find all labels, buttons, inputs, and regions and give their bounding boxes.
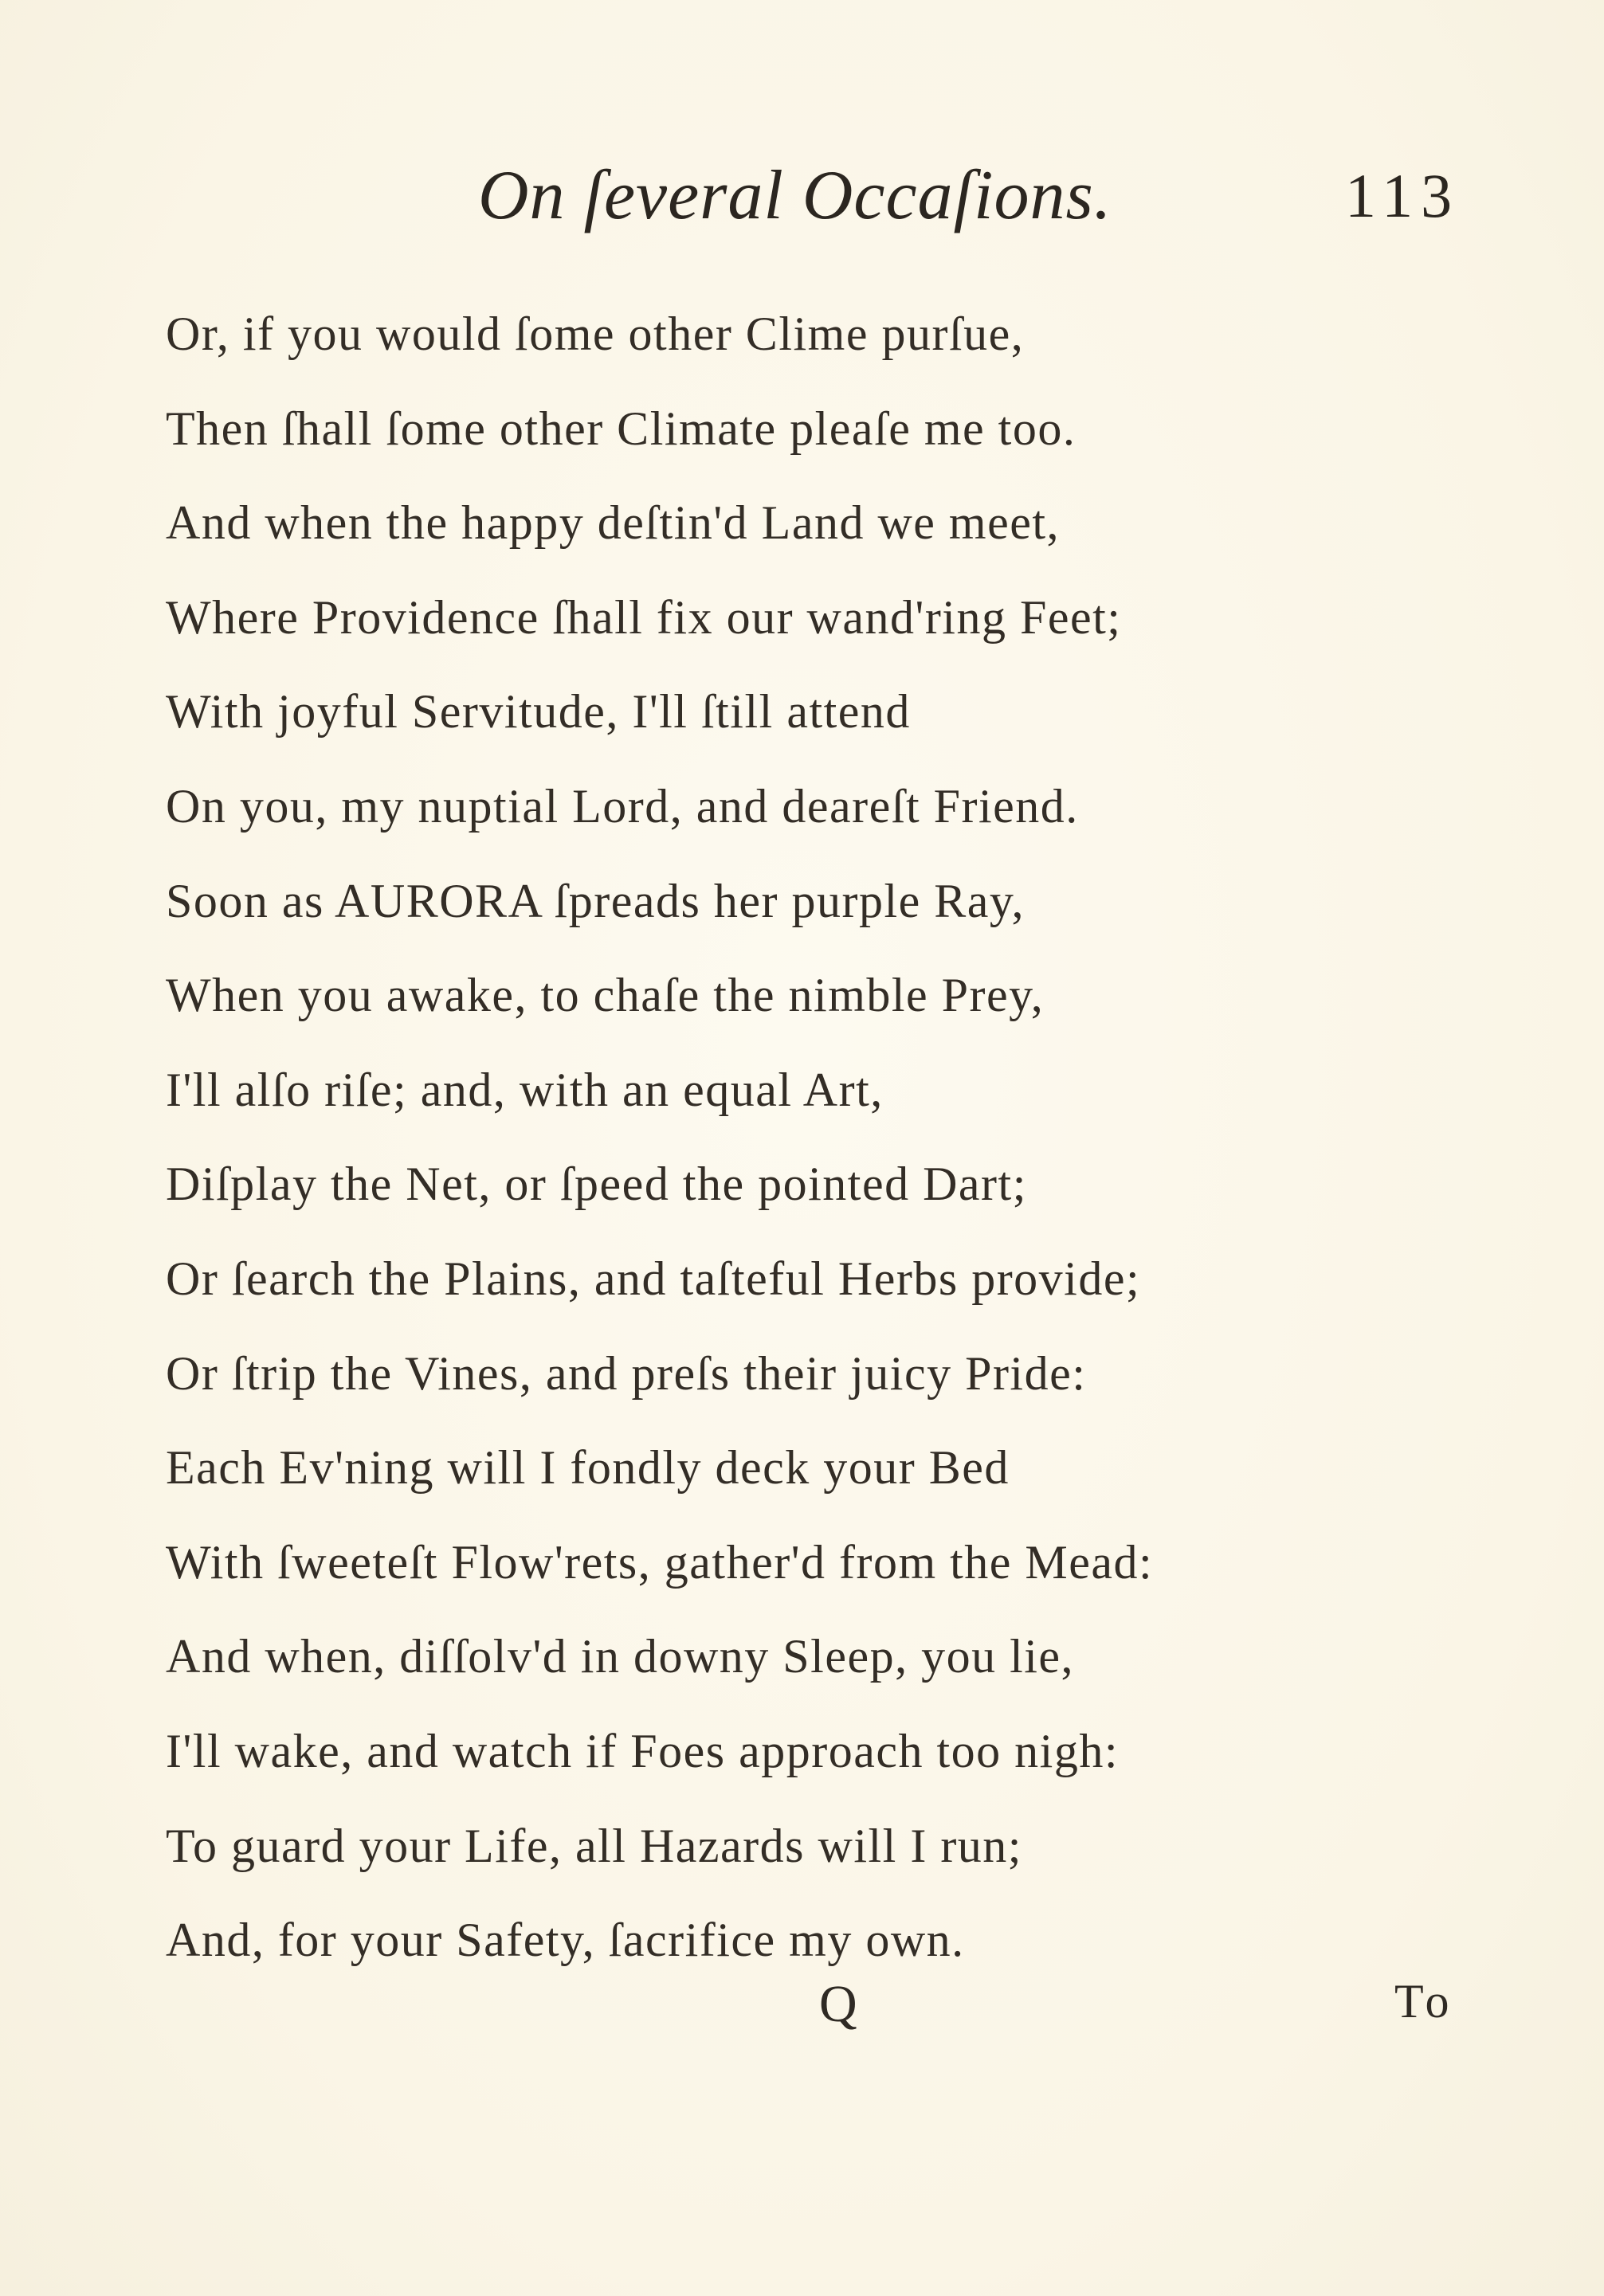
poem-line: On you, my nuptial Lord, and deareſt Friend. — [166, 779, 1079, 833]
poem-line: Or ſtrip the Vines, and preſs their juicy Pride: — [166, 1346, 1087, 1400]
poem-line: With ſweeteſt Flow'rets, gather'd from the Mead: — [166, 1535, 1154, 1589]
poem-line: And, for your Safety, ſacrifice my own. — [166, 1914, 965, 1967]
poem-line: When you awake, to chaſe the nimble Prey, — [166, 969, 1045, 1022]
page-footer — [0, 1974, 1604, 2054]
catchword: To — [1394, 1975, 1454, 2028]
poem-line: Diſplay the Net, or ſpeed the pointed Dart; — [166, 1158, 1027, 1211]
poem-line: I'll wake, and watch if Foes approach too nigh: — [166, 1724, 1119, 1777]
poem-line: Or ſearch the Plains, and taſteful Herbs provide; — [166, 1252, 1141, 1305]
poem-line: And when, diſſolv'd in downy Sleep, you lie, — [166, 1630, 1075, 1683]
poem-line: I'll alſo riſe; and, with an equal Art, — [166, 1063, 884, 1116]
poem-line: Each Ev'ning will I fondly deck your Bed — [166, 1441, 1010, 1495]
running-title: On ſeveral Occaſions. — [478, 157, 1112, 234]
poem-line: Then ſhall ſome other Climate pleaſe me too. — [166, 402, 1077, 455]
poem-line: To guard your Life, all Hazards will I run; — [166, 1819, 1022, 1872]
running-head — [0, 155, 1604, 251]
poem-text — [166, 287, 1520, 1988]
poem-line: With joyful Servitude, I'll ſtill attend — [166, 685, 911, 739]
poem-line: Or, if you would ſome other Clime purſue, — [166, 308, 1025, 360]
poem-line: And when the happy deſtin'd Land we meet, — [166, 496, 1061, 550]
page-number: 113 — [1345, 161, 1461, 230]
signature-mark: Q — [819, 1975, 857, 2033]
poem-line: Where Providence ſhall fix our wand'ring Feet; — [166, 590, 1122, 644]
poem-line: Soon as AURORA ſpreads her purple Ray, — [166, 874, 1025, 927]
